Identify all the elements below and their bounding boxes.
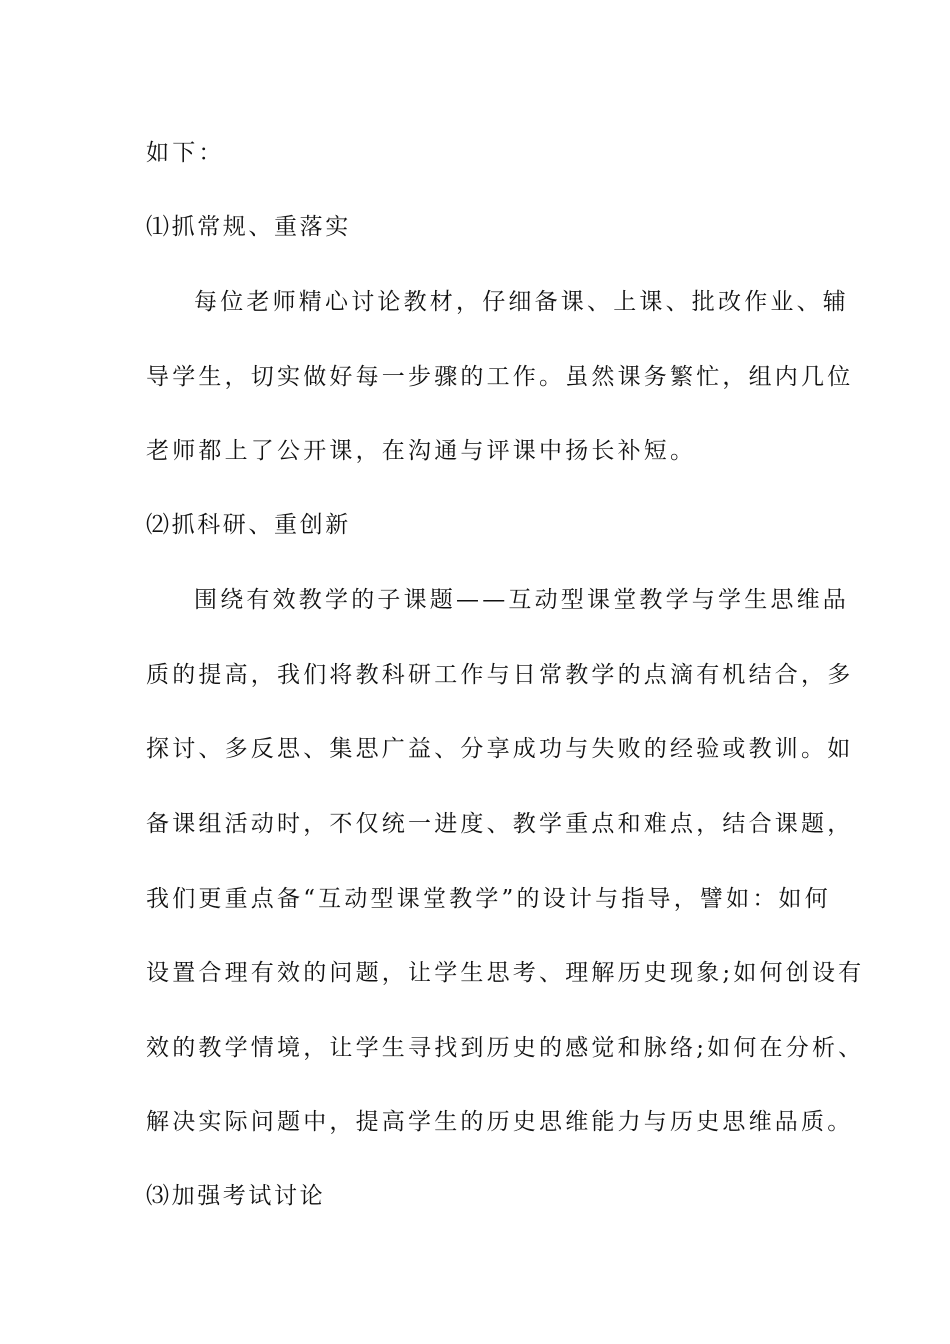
section-2-paragraph-line: 质的提高，我们将教科研工作与日常教学的点滴有机结合，多 [146,662,854,688]
section-2-paragraph-line: 我们更重点备“互动型课堂教学”的设计与指导，譬如：如何 [146,886,831,912]
section-2-paragraph-line: 围绕有效教学的子课题——互动型课堂教学与学生思维品 [194,587,849,613]
section-2-paragraph-line: 探讨、多反思、集思广益、分享成功与失败的经验或教训。如 [146,736,854,762]
section-2-heading: ⑵抓科研、重创新 [146,512,351,538]
section-2-paragraph-line: 解决实际问题中，提高学生的历史思维能力与历史思维品质。 [146,1109,854,1135]
section-3-heading: ⑶加强考试讨论 [146,1183,326,1209]
section-2-paragraph-line: 效的教学情境，让学生寻找到历史的感觉和脉络;如何在分析、 [146,1035,865,1061]
section-1-paragraph-line: 每位老师精心讨论教材，仔细备课、上课、批改作业、辅 [194,289,849,315]
section-2-paragraph-line: 备课组活动时，不仅统一进度、教学重点和难点，结合课题， [146,811,854,837]
section-1-paragraph-line: 导学生，切实做好每一步骤的工作。虽然课务繁忙，组内几位 [146,364,854,390]
intro-text: 如下： [146,140,225,166]
section-1-heading: ⑴抓常规、重落实 [146,214,351,240]
section-2-paragraph-line: 设置合理有效的问题，让学生思考、理解历史现象;如何创设有 [146,960,865,986]
section-1-paragraph-line: 老师都上了公开课，在沟通与评课中扬长补短。 [146,438,697,464]
